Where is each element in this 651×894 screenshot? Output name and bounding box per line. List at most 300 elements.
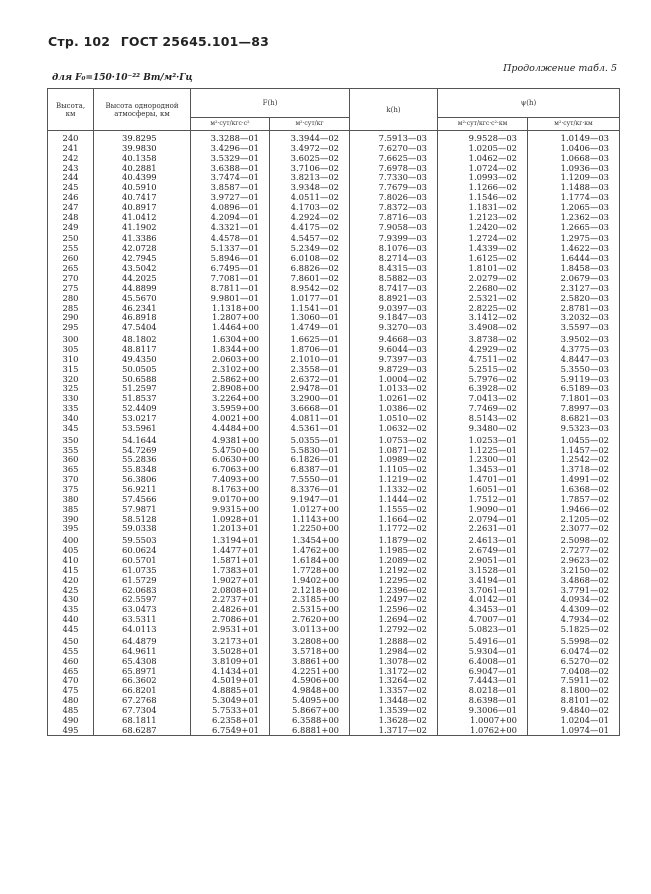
- table-cell: 7.4093+00: [191, 475, 270, 485]
- table-cell: 6.3588+00: [270, 716, 350, 726]
- table-cell: 9.4840—02: [528, 706, 620, 716]
- table-cell: 3.1528—01: [438, 566, 528, 576]
- table-cell: 41.0412: [94, 213, 191, 223]
- table-cell: 1.1457—02: [528, 446, 620, 456]
- table-cell: 7.5911—02: [528, 676, 620, 686]
- table-cell: 1.0455—02: [528, 434, 620, 446]
- table-cell: 1.7728+00: [270, 566, 350, 576]
- flux-subtitle: для F₀=150·10⁻²² Вт/м²·Гц: [52, 73, 193, 83]
- table-cell: 4.3453—01: [438, 605, 528, 615]
- table-cell: 1.4762+00: [270, 546, 350, 556]
- table-cell: 2.0794—01: [438, 515, 528, 525]
- table-cell: 68.1811: [94, 716, 191, 726]
- table-cell: 57.4566: [94, 495, 191, 505]
- table-body: [48, 131, 620, 736]
- table-cell: 270: [48, 274, 94, 284]
- continuation-label: Продолжение табл. 5: [503, 63, 617, 74]
- table-cell: 9.3480—02: [438, 424, 528, 434]
- table-cell: 4.2251+00: [270, 667, 350, 677]
- table-cell: 375: [48, 485, 94, 495]
- table-cell: 8.1800—02: [528, 686, 620, 696]
- table-cell: 1.6368—02: [528, 485, 620, 495]
- subheader-F2: м²·сут/кг: [270, 118, 350, 131]
- table-cell: 3.4296—01: [191, 144, 270, 154]
- table-cell: 1.2123—02: [438, 213, 528, 223]
- table-cell: 1.1664—02: [350, 515, 438, 525]
- table-cell: 350: [48, 434, 94, 446]
- standard-code: ГОСТ 25645.101—83: [120, 34, 270, 49]
- table-cell: 65.4308: [94, 657, 191, 667]
- table-cell: 2.1205—02: [528, 515, 620, 525]
- table-cell: 47.5404: [94, 323, 191, 333]
- table-cell: 1.1266—02: [438, 183, 528, 193]
- table-cell: 3.7791—02: [528, 586, 620, 596]
- table-cell: 1.9402+00: [270, 576, 350, 586]
- table-cell: 2.7620+00: [270, 615, 350, 625]
- table-cell: 1.9466—02: [528, 505, 620, 515]
- table-cell: 1.0928+01: [191, 515, 270, 525]
- table-cell: 59.5503: [94, 534, 191, 546]
- table-cell: 345: [48, 424, 94, 434]
- table-cell: 1.3448—02: [350, 696, 438, 706]
- table-cell: 6.7495—01: [191, 264, 270, 274]
- table-cell: 2.2680—02: [438, 284, 528, 294]
- table-cell: 415: [48, 566, 94, 576]
- table-cell: 5.4095+00: [270, 696, 350, 706]
- table-cell: 8.6821—03: [528, 414, 620, 424]
- table-cell: 1.2250+00: [270, 524, 350, 534]
- table-cell: 1.1985—02: [350, 546, 438, 556]
- col-header-k: k(h): [350, 89, 438, 131]
- table-cell: 320: [48, 375, 94, 385]
- table-cell: 405: [48, 546, 94, 556]
- table-cell: 244: [48, 173, 94, 183]
- table-cell: 1.8458—03: [528, 264, 620, 274]
- table-cell: 3.9502—03: [528, 333, 620, 345]
- table-cell: 5.3049+01: [191, 696, 270, 706]
- table-cell: 50.6588: [94, 375, 191, 385]
- table-cell: 1.0871—02: [350, 446, 438, 456]
- table-cell: 1.4622—03: [528, 244, 620, 254]
- table-cell: 5.3550—03: [528, 365, 620, 375]
- table-cell: 8.7417—03: [350, 284, 438, 294]
- table-cell: 8.8101—02: [528, 696, 620, 706]
- table-cell: 1.1219—02: [350, 475, 438, 485]
- table-cell: 56.3806: [94, 475, 191, 485]
- table-cell: 60.5701: [94, 556, 191, 566]
- table-cell: 7.8601—02: [270, 274, 350, 284]
- table-cell: 2.5321—02: [438, 294, 528, 304]
- table-cell: 1.2807+00: [191, 313, 270, 323]
- table-cell: 310: [48, 355, 94, 365]
- table-cell: 51.2597: [94, 384, 191, 394]
- table-cell: 5.9119—03: [528, 375, 620, 385]
- subheader-F1: м²·сут/кгс·с²: [191, 118, 270, 131]
- table-cell: 63.5311: [94, 615, 191, 625]
- table-cell: 3.9727—01: [191, 193, 270, 203]
- table-cell: 1.7857—02: [528, 495, 620, 505]
- table-cell: 8.3376—01: [270, 485, 350, 495]
- table-cell: 2.7277—02: [528, 546, 620, 556]
- table-cell: 260: [48, 254, 94, 264]
- table-cell: 490: [48, 716, 94, 726]
- table-cell: 1.6444—03: [528, 254, 620, 264]
- table-cell: 1.3717—02: [350, 726, 438, 736]
- table-cell: 1.7512—01: [438, 495, 528, 505]
- table-cell: 1.3357—02: [350, 686, 438, 696]
- table-cell: 245: [48, 183, 94, 193]
- table-cell: 64.0113: [94, 625, 191, 635]
- table-cell: 1.3453—01: [438, 465, 528, 475]
- table-row: [48, 434, 620, 446]
- table-cell: 9.3006—01: [438, 706, 528, 716]
- table-cell: 49.4350: [94, 355, 191, 365]
- table-cell: 5.8667+00: [270, 706, 350, 716]
- table-cell: 45.5670: [94, 294, 191, 304]
- table-cell: 2.4826+01: [191, 605, 270, 615]
- table-cell: 340: [48, 414, 94, 424]
- table-cell: 2.9531+01: [191, 625, 270, 635]
- table-cell: 1.1209—03: [528, 173, 620, 183]
- table-cell: 1.3454+00: [270, 534, 350, 546]
- table-cell: 4.0511—02: [270, 193, 350, 203]
- table-cell: 5.0823—01: [438, 625, 528, 635]
- table-cell: 53.0217: [94, 414, 191, 424]
- table-cell: 2.3077—02: [528, 524, 620, 534]
- table-cell: 1.1332—02: [350, 485, 438, 495]
- table-cell: 1.2888—02: [350, 635, 438, 647]
- table-cell: 1.3060—01: [270, 313, 350, 323]
- table-cell: 1.0204—01: [528, 716, 620, 726]
- table-cell: 1.3539—02: [350, 706, 438, 716]
- table-cell: 400: [48, 534, 94, 546]
- table-cell: 1.3628—02: [350, 716, 438, 726]
- table-cell: 63.0473: [94, 605, 191, 615]
- table-cell: 1.1488—03: [528, 183, 620, 193]
- table-cell: 54.7269: [94, 446, 191, 456]
- table-cell: 4.2929—02: [438, 345, 528, 355]
- table-cell: 1.4701—01: [438, 475, 528, 485]
- table-cell: 7.6978—03: [350, 164, 438, 174]
- table-cell: 65.8971: [94, 667, 191, 677]
- table-cell: 4.5361—01: [270, 424, 350, 434]
- table-cell: 455: [48, 647, 94, 657]
- table-cell: 68.6287: [94, 726, 191, 736]
- table-cell: 1.0989—02: [350, 455, 438, 465]
- table-cell: 7.0413—02: [438, 394, 528, 404]
- table-cell: 9.9801—01: [191, 294, 270, 304]
- table-cell: 1.6304+00: [191, 333, 270, 345]
- table-cell: 1.0177—01: [270, 294, 350, 304]
- table-cell: 380: [48, 495, 94, 505]
- table-cell: 1.2665—03: [528, 223, 620, 233]
- table-cell: 1.1831—02: [438, 203, 528, 213]
- table-cell: 9.3270—03: [350, 323, 438, 333]
- table-cell: 4.5906+00: [270, 676, 350, 686]
- table-cell: 5.4916—01: [438, 635, 528, 647]
- table-cell: 51.8537: [94, 394, 191, 404]
- table-cell: 3.7106—02: [270, 164, 350, 174]
- table-cell: 335: [48, 404, 94, 414]
- table-cell: 1.1318+00: [191, 304, 270, 314]
- table-cell: 3.2900—01: [270, 394, 350, 404]
- table-cell: 2.8225—02: [438, 304, 528, 314]
- table-cell: 249: [48, 223, 94, 233]
- table-cell: 61.0735: [94, 566, 191, 576]
- table-cell: 250: [48, 232, 94, 244]
- table-cell: 1.0149—03: [528, 131, 620, 144]
- table-cell: 8.5882—03: [350, 274, 438, 284]
- table-cell: 5.7976—02: [438, 375, 528, 385]
- table-cell: 1.8101—02: [438, 264, 528, 274]
- table-cell: 1.6625—01: [270, 333, 350, 345]
- table-cell: 3.5329—01: [191, 154, 270, 164]
- table-cell: 2.3558—01: [270, 365, 350, 375]
- table-cell: 44.2025: [94, 274, 191, 284]
- table-cell: 1.4749—01: [270, 323, 350, 333]
- table-cell: 425: [48, 586, 94, 596]
- table-cell: 7.6270—03: [350, 144, 438, 154]
- table-cell: 4.7511—02: [438, 355, 528, 365]
- table-cell: 1.3194+01: [191, 534, 270, 546]
- table-cell: 4.5457—02: [270, 232, 350, 244]
- subheader-psi1: м²·сут/кгс·с²·км: [438, 118, 528, 131]
- table-cell: 6.8826—02: [270, 264, 350, 274]
- table-cell: 1.4339—02: [438, 244, 528, 254]
- table-cell: 8.6398—01: [438, 696, 528, 706]
- table-cell: 67.7304: [94, 706, 191, 716]
- table-cell: 4.3775—03: [528, 345, 620, 355]
- table-cell: 2.0603+00: [191, 355, 270, 365]
- table-cell: 325: [48, 384, 94, 394]
- table-cell: 1.6051—01: [438, 485, 528, 495]
- table-cell: 3.5959+00: [191, 404, 270, 414]
- table-row: [48, 635, 620, 647]
- table-cell: 1.0261—02: [350, 394, 438, 404]
- table-cell: 8.1763+00: [191, 485, 270, 495]
- table-cell: 7.0408—02: [528, 667, 620, 677]
- table-cell: 6.5270—02: [528, 657, 620, 667]
- table-cell: 4.4175—02: [270, 223, 350, 233]
- table-cell: 4.3321—01: [191, 223, 270, 233]
- table-cell: 2.1010—01: [270, 355, 350, 365]
- table-cell: 1.2497—02: [350, 595, 438, 605]
- table-cell: 4.1434+01: [191, 667, 270, 677]
- table-cell: 247: [48, 203, 94, 213]
- table-cell: 5.7533+01: [191, 706, 270, 716]
- table-cell: 7.7679—03: [350, 183, 438, 193]
- table-cell: 3.4194—01: [438, 576, 528, 586]
- table-cell: 3.8213—02: [270, 173, 350, 183]
- table-cell: 2.1218+00: [270, 586, 350, 596]
- table-row: [48, 223, 620, 233]
- table-cell: 5.8946—01: [191, 254, 270, 264]
- table-cell: 2.6749—01: [438, 546, 528, 556]
- table-cell: 3.2264+00: [191, 394, 270, 404]
- table-cell: 3.6025—02: [270, 154, 350, 164]
- table-cell: 2.8908+00: [191, 384, 270, 394]
- table-cell: 2.7086+01: [191, 615, 270, 625]
- table-cell: 3.8587—01: [191, 183, 270, 193]
- table-row: [48, 424, 620, 434]
- table-cell: 42.0728: [94, 244, 191, 254]
- table-cell: 1.2694—02: [350, 615, 438, 625]
- table-cell: 6.0474—02: [528, 647, 620, 657]
- table-cell: 62.0683: [94, 586, 191, 596]
- table-cell: 7.9058—03: [350, 223, 438, 233]
- table-cell: 3.1412—02: [438, 313, 528, 323]
- table-cell: 1.1444—02: [350, 495, 438, 505]
- table-cell: 4.0142—01: [438, 595, 528, 605]
- table-cell: 6.8387—01: [270, 465, 350, 475]
- table-row: [48, 131, 620, 144]
- table-cell: 4.7934—02: [528, 615, 620, 625]
- table-cell: 44.8899: [94, 284, 191, 294]
- table-cell: 62.5597: [94, 595, 191, 605]
- table-cell: 2.2631—01: [438, 524, 528, 534]
- table-cell: 435: [48, 605, 94, 615]
- table-cell: 300: [48, 333, 94, 345]
- table-cell: 9.0397—03: [350, 304, 438, 314]
- table-cell: 2.2737+01: [191, 595, 270, 605]
- table-cell: 59.0338: [94, 524, 191, 534]
- table-cell: 8.2714—03: [350, 254, 438, 264]
- table-cell: 1.4991—02: [528, 475, 620, 485]
- table-cell: 3.8109+01: [191, 657, 270, 667]
- table-cell: 6.0630+00: [191, 455, 270, 465]
- table-cell: 41.1902: [94, 223, 191, 233]
- table-cell: 1.2420—02: [438, 223, 528, 233]
- table-cell: 1.2975—03: [528, 232, 620, 244]
- table-cell: 1.6184+00: [270, 556, 350, 566]
- table-cell: 2.5315+00: [270, 605, 350, 615]
- table-cell: 246: [48, 193, 94, 203]
- table-cell: 3.4908—02: [438, 323, 528, 333]
- table-cell: 3.5597—03: [528, 323, 620, 333]
- table-cell: 6.9047—01: [438, 667, 528, 677]
- table-cell: 7.7081—01: [191, 274, 270, 284]
- table-cell: 3.8861+00: [270, 657, 350, 667]
- table-cell: 370: [48, 475, 94, 485]
- table-cell: 64.9611: [94, 647, 191, 657]
- table-cell: 60.0624: [94, 546, 191, 556]
- table-row: [48, 524, 620, 534]
- table-cell: 1.9027+01: [191, 576, 270, 586]
- table-row: [48, 323, 620, 333]
- table-cell: 390: [48, 515, 94, 525]
- table-cell: 5.0355—01: [270, 434, 350, 446]
- col-header-homogeneous-height: Высота однородной атмосферы, км: [94, 89, 191, 131]
- table-cell: 4.2924—02: [270, 213, 350, 223]
- table-cell: 7.7469—02: [438, 404, 528, 414]
- table-cell: 7.8372—03: [350, 203, 438, 213]
- table-cell: 275: [48, 284, 94, 294]
- table-cell: 3.5028+01: [191, 647, 270, 657]
- table-cell: 3.2173+01: [191, 635, 270, 647]
- table-cell: 50.0505: [94, 365, 191, 375]
- table-cell: 7.8997—03: [528, 404, 620, 414]
- table-cell: 6.5189—03: [528, 384, 620, 394]
- table-cell: 1.0253—01: [438, 434, 528, 446]
- table-cell: 2.0808+01: [191, 586, 270, 596]
- table-cell: 445: [48, 625, 94, 635]
- table-cell: 470: [48, 676, 94, 686]
- table-cell: 8.5143—02: [438, 414, 528, 424]
- table-cell: 3.6388—01: [191, 164, 270, 174]
- table-cell: 9.5323—03: [528, 424, 620, 434]
- table-cell: 1.0753—02: [350, 434, 438, 446]
- table-cell: 39.9830: [94, 144, 191, 154]
- table-cell: 2.3102+00: [191, 365, 270, 375]
- table-cell: 6.1826—01: [270, 455, 350, 465]
- table-cell: 7.5550—01: [270, 475, 350, 485]
- table-cell: 243: [48, 164, 94, 174]
- table-cell: 5.2515—02: [438, 365, 528, 375]
- table-cell: 1.2065—03: [528, 203, 620, 213]
- table-cell: 1.2295—02: [350, 576, 438, 586]
- table-cell: 46.2341: [94, 304, 191, 314]
- table-cell: 2.3127—03: [528, 284, 620, 294]
- table-cell: 1.9090—01: [438, 505, 528, 515]
- table-cell: 290: [48, 313, 94, 323]
- table-cell: 7.1801—03: [528, 394, 620, 404]
- table-cell: 61.5729: [94, 576, 191, 586]
- table-cell: 8.7811—01: [191, 284, 270, 294]
- table-cell: 1.8706—01: [270, 345, 350, 355]
- table-cell: 4.0021+00: [191, 414, 270, 424]
- table-cell: 3.2808+00: [270, 635, 350, 647]
- table-cell: 2.5098—02: [528, 534, 620, 546]
- density-table: [47, 88, 620, 736]
- table-cell: 9.4668—03: [350, 333, 438, 345]
- table-cell: 6.7063+00: [191, 465, 270, 475]
- table-cell: 1.2192—02: [350, 566, 438, 576]
- table-cell: 495: [48, 726, 94, 736]
- table-cell: 1.1879—02: [350, 534, 438, 546]
- table-cell: 450: [48, 635, 94, 647]
- table-cell: 2.3185+00: [270, 595, 350, 605]
- table-cell: 3.2150—02: [528, 566, 620, 576]
- table-cell: 355: [48, 446, 94, 456]
- table-cell: 1.0007+00: [438, 716, 528, 726]
- table-cell: 315: [48, 365, 94, 375]
- table-cell: 6.0108—02: [270, 254, 350, 264]
- table-cell: 46.8918: [94, 313, 191, 323]
- table-cell: 4.1703—02: [270, 203, 350, 213]
- table-cell: 57.9871: [94, 505, 191, 515]
- table-cell: 3.4868—02: [528, 576, 620, 586]
- col-header-F: F(h): [191, 89, 350, 118]
- table-cell: 1.5871+01: [191, 556, 270, 566]
- table-cell: 58.5128: [94, 515, 191, 525]
- table-cell: 3.8738—02: [438, 333, 528, 345]
- table-cell: 1.1555—02: [350, 505, 438, 515]
- table-cell: 2.9478—01: [270, 384, 350, 394]
- table-cell: 365: [48, 465, 94, 475]
- table-cell: 3.3944—02: [270, 131, 350, 144]
- table-cell: 242: [48, 154, 94, 164]
- table-cell: 1.2984—02: [350, 647, 438, 657]
- table-cell: 6.3928—02: [438, 384, 528, 394]
- table-cell: 48.8117: [94, 345, 191, 355]
- table-cell: 9.9315+00: [191, 505, 270, 515]
- table-cell: 9.1847—03: [350, 313, 438, 323]
- table-cell: 40.2881: [94, 164, 191, 174]
- table-cell: 9.8729—03: [350, 365, 438, 375]
- table-cell: 1.1546—02: [438, 193, 528, 203]
- table-cell: 5.2349—02: [270, 244, 350, 254]
- table-cell: 4.0934—02: [528, 595, 620, 605]
